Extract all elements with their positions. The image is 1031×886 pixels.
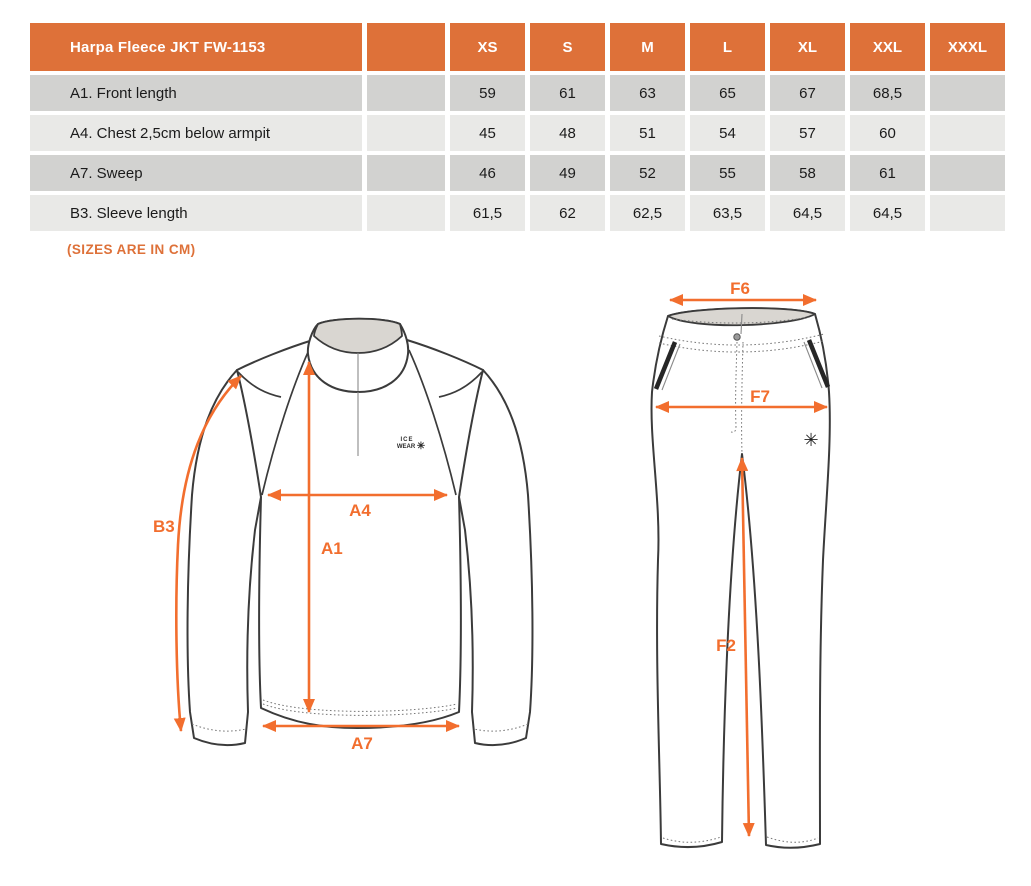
size-value-cell: 67 <box>770 75 845 111</box>
pants-body <box>652 308 830 848</box>
size-table <box>25 19 1010 235</box>
size-value-cell: 46 <box>450 155 525 191</box>
size-value-cell: 59 <box>450 75 525 111</box>
size-value-cell <box>930 195 1005 231</box>
size-value-cell: 64,5 <box>850 195 925 231</box>
size-col-xl: XL <box>770 23 845 71</box>
table-row <box>30 195 1005 231</box>
size-value-cell: 51 <box>610 115 685 151</box>
row-empty-cell <box>367 75 445 111</box>
size-value-cell <box>930 75 1005 111</box>
size-col-l: L <box>690 23 765 71</box>
table-title: Harpa Fleece JKT FW-1153 <box>30 23 362 71</box>
row-label: A7. Sweep <box>30 155 362 191</box>
size-value-cell: 48 <box>530 115 605 151</box>
header-empty-cell <box>367 23 445 71</box>
row-label: B3. Sleeve length <box>30 195 362 231</box>
label-F2: F2 <box>716 636 736 655</box>
size-value-cell <box>930 155 1005 191</box>
size-value-cell <box>930 115 1005 151</box>
waist-button <box>734 334 740 340</box>
size-value-cell: 55 <box>690 155 765 191</box>
size-value-cell: 63 <box>610 75 685 111</box>
table-row <box>30 115 1005 151</box>
label-F6: F6 <box>730 280 750 298</box>
size-col-xxl: XXL <box>850 23 925 71</box>
size-chart-table <box>25 19 1010 235</box>
label-A1: A1 <box>321 539 343 558</box>
size-value-cell: 65 <box>690 75 765 111</box>
table-header-row <box>30 23 1005 71</box>
row-label: A4. Chest 2,5cm below armpit <box>30 115 362 151</box>
brand-logo-ice: ICE <box>400 437 414 443</box>
size-value-cell: 58 <box>770 155 845 191</box>
size-value-cell: 61 <box>530 75 605 111</box>
table-row <box>30 155 1005 191</box>
brand-logo-wear: WEAR <box>396 444 416 450</box>
size-value-cell: 62,5 <box>610 195 685 231</box>
size-value-cell: 52 <box>610 155 685 191</box>
label-A4: A4 <box>349 501 371 520</box>
label-B3: B3 <box>153 517 175 536</box>
row-empty-cell <box>367 195 445 231</box>
size-value-cell: 63,5 <box>690 195 765 231</box>
size-value-cell: 64,5 <box>770 195 845 231</box>
row-label: A1. Front length <box>30 75 362 111</box>
size-value-cell: 61 <box>850 155 925 191</box>
pants-snowflake-icon: ✳ <box>803 430 819 450</box>
size-col-s: S <box>530 23 605 71</box>
label-F7: F7 <box>750 387 770 406</box>
size-col-m: M <box>610 23 685 71</box>
jacket-snowflake-icon: ✳ <box>416 441 426 452</box>
size-value-cell: 45 <box>450 115 525 151</box>
size-value-cell: 49 <box>530 155 605 191</box>
size-value-cell: 54 <box>690 115 765 151</box>
pants-diagram <box>630 280 880 880</box>
size-col-xxxl: XXXL <box>930 23 1005 71</box>
size-value-cell: 62 <box>530 195 605 231</box>
size-value-cell: 57 <box>770 115 845 151</box>
row-empty-cell <box>367 155 445 191</box>
size-value-cell: 60 <box>850 115 925 151</box>
jacket-diagram <box>135 290 575 780</box>
row-empty-cell <box>367 115 445 151</box>
table-row <box>30 75 1005 111</box>
label-A7: A7 <box>351 734 373 753</box>
size-value-cell: 68,5 <box>850 75 925 111</box>
jacket-body <box>237 340 483 728</box>
sizes-note: (SIZES ARE IN CM) <box>67 242 196 257</box>
size-value-cell: 61,5 <box>450 195 525 231</box>
size-col-xs: XS <box>450 23 525 71</box>
